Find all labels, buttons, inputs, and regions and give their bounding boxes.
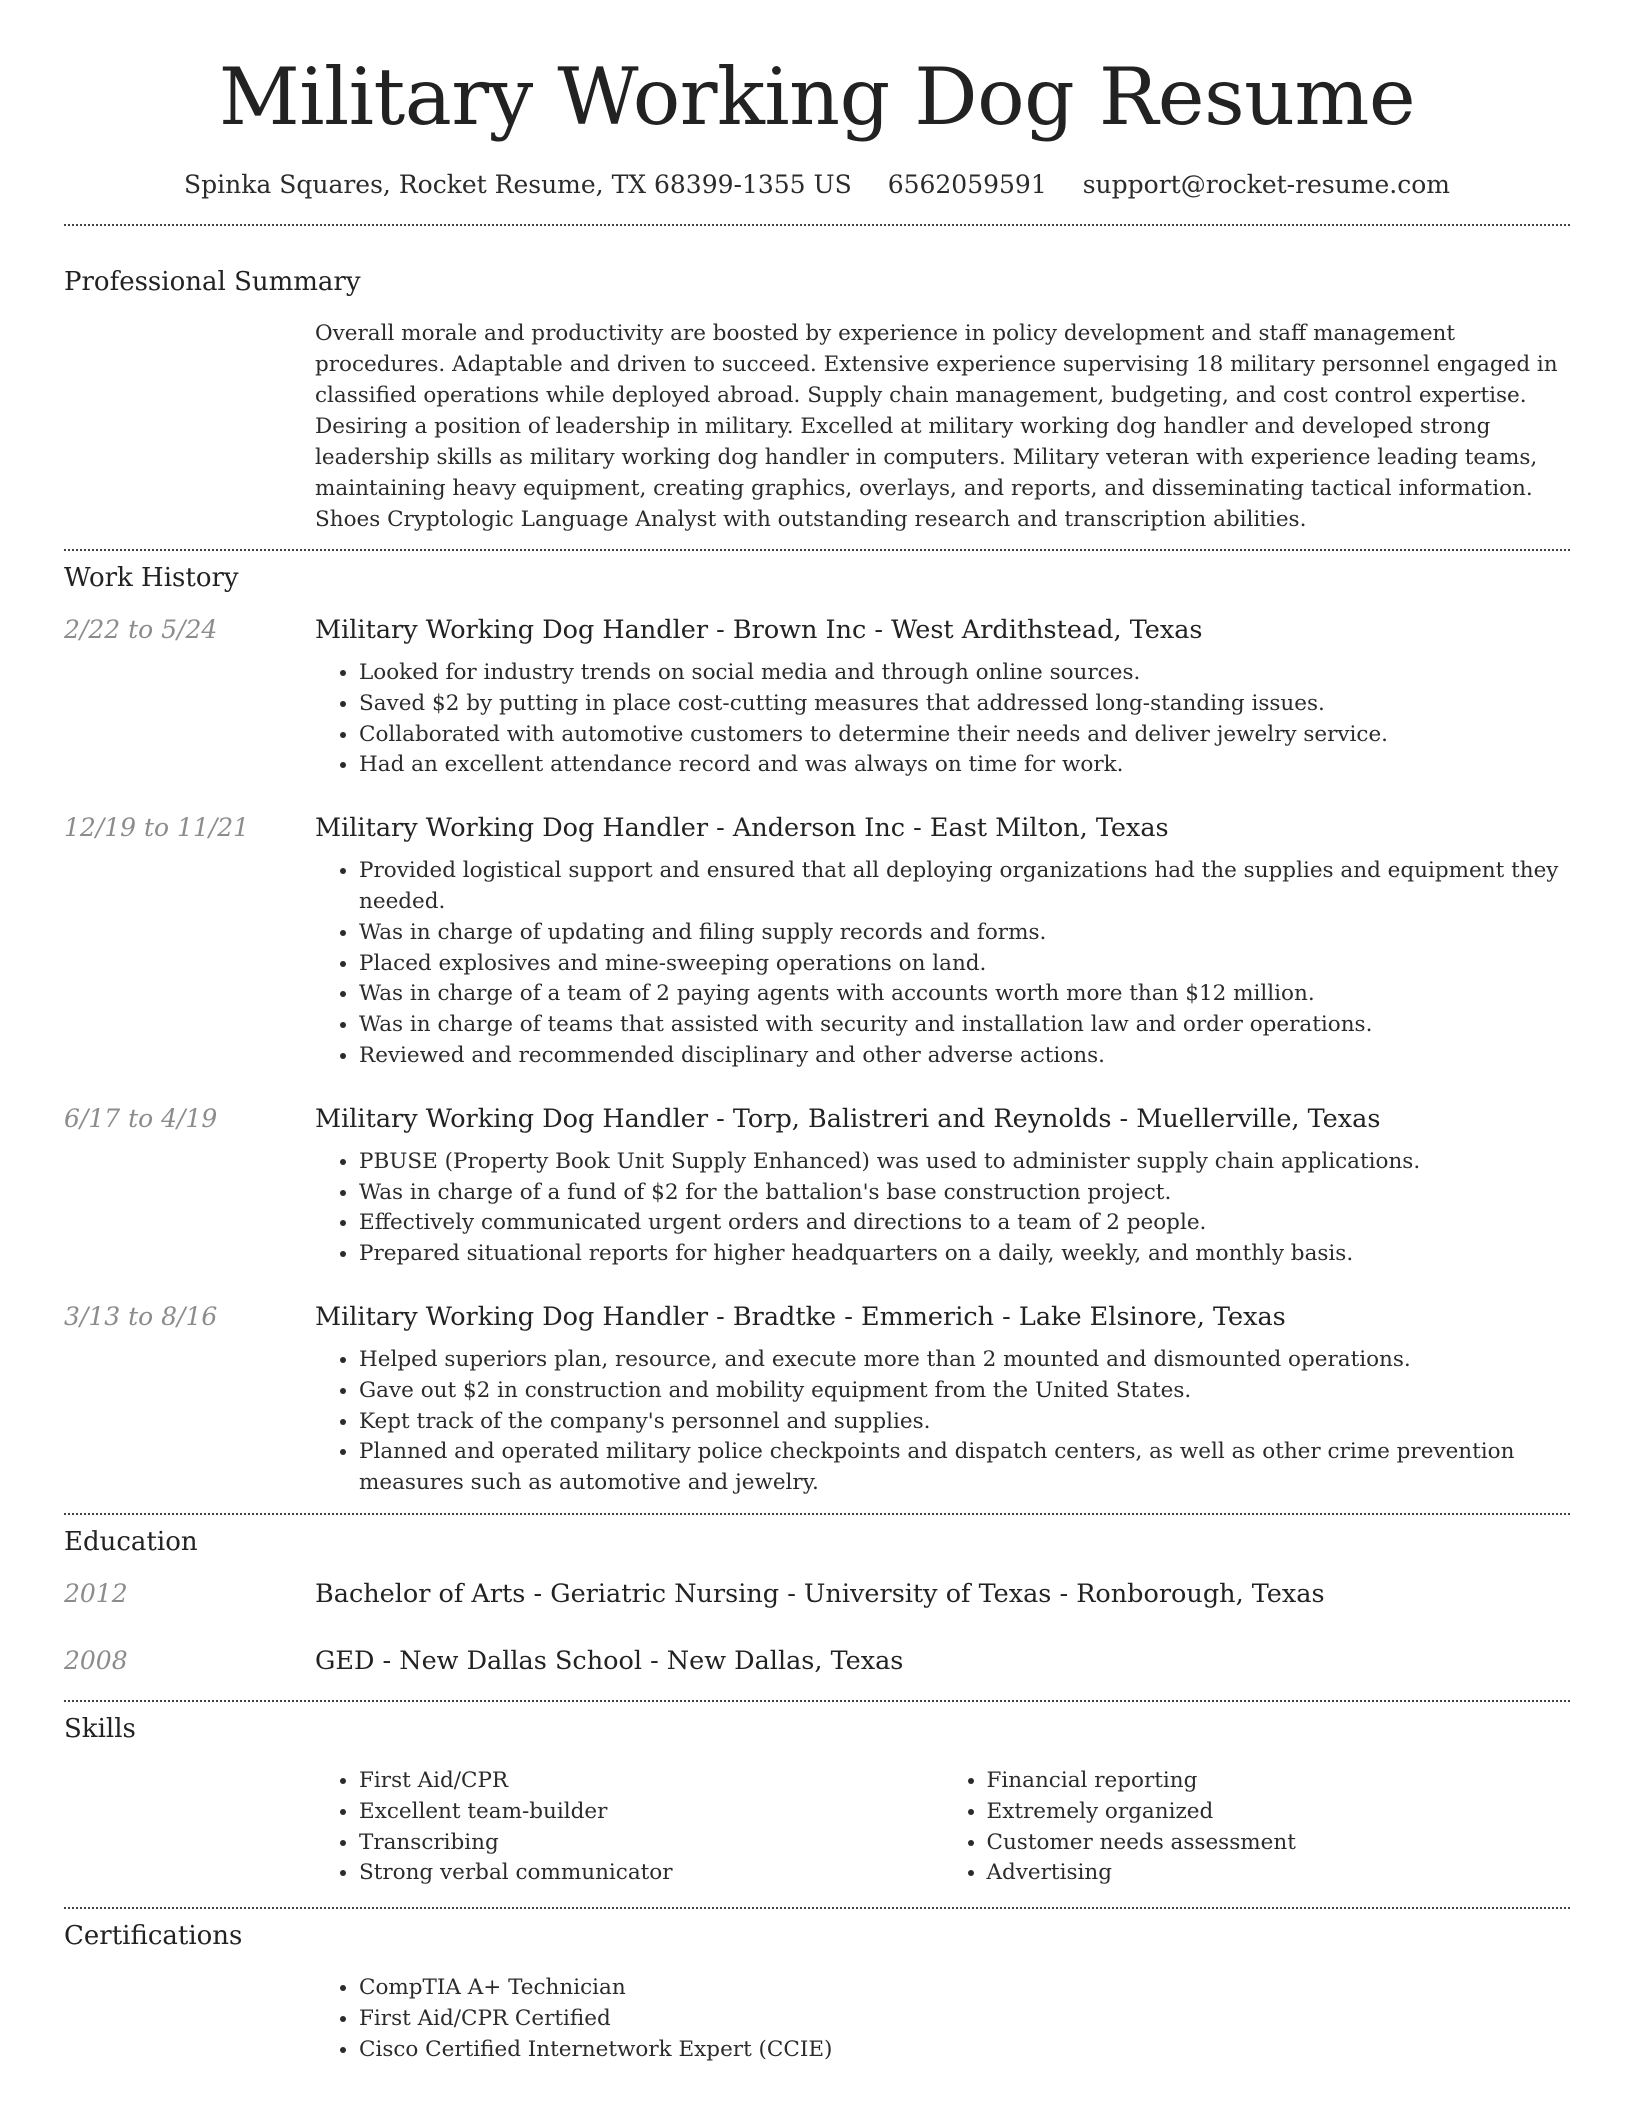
work-bullets — [315, 856, 1570, 1072]
list-item: • Was in charge of updating and filing supply records and forms. — [359, 918, 1570, 949]
list-item: • Helped superiors plan, resource, and execute more than 2 mounted and dismounted operations. — [359, 1345, 1570, 1376]
list-item: • Placed explosives and mine-sweeping operations on land. — [359, 949, 1570, 980]
summary-text: Overall morale and productivity are boosted by experience in policy development and staff management procedures. Adaptable and driven to succeed. Extensive experience supervising 18 military personnel engaged in classified operations while deployed abroad. Supply chain management, budgeting, and cost control expertise. Desiring a position of leadership in military. Excelled at military working dog handler and developed strong leadership skills as military working dog handler in computers. Military veteran with experience leading teams, maintaining heavy equipment, creating graphics, overlays, and reports, and disseminating tactical information. Shoes Cryptologic Language Analyst with outstanding research and transcription abilities. — [315, 321, 1558, 532]
education-entry — [64, 1646, 1570, 1682]
list-item: • Had an excellent attendance record and was always on time for work. — [359, 750, 1570, 781]
section-title-certifications: Certifications — [64, 1921, 243, 1952]
divider — [64, 1907, 1570, 1909]
list-item: • Provided logistical support and ensured that all deploying organizations had the supplies and equipment they needed. — [359, 856, 1570, 918]
list-item: • Reviewed and recommended disciplinary and other adverse actions. — [359, 1041, 1570, 1072]
divider — [64, 1513, 1570, 1515]
skills-list — [315, 1766, 1570, 1889]
education-title: GED - New Dallas School - New Dallas, Texas — [315, 1645, 904, 1676]
list-item: • PBUSE (Property Book Unit Supply Enhanced) was used to administer supply chain applications. — [359, 1147, 1570, 1178]
resume-page — [64, 0, 1570, 2066]
education-entry — [64, 1579, 1570, 1615]
education-title: Bachelor of Arts - Geriatric Nursing - University of Texas - Ronborough, Texas — [315, 1578, 1325, 1609]
divider — [64, 1700, 1570, 1702]
list-item: • Gave out $2 in construction and mobility equipment from the United States. — [359, 1376, 1570, 1407]
list-item: • Was in charge of a fund of $2 for the battalion's base construction project. — [359, 1178, 1570, 1209]
contact-phone: 6562059591 — [887, 170, 1047, 199]
list-item: • Was in charge of teams that assisted with security and installation law and order operations. — [359, 1010, 1570, 1041]
list-item: • First Aid/CPR — [359, 1766, 943, 1797]
work-entry — [64, 1302, 1570, 1499]
contact-email: support@rocket-resume.com — [1082, 170, 1451, 199]
work-title: Military Working Dog Handler - Brown Inc - West Ardithstead, Texas — [315, 615, 1203, 645]
list-item: • Kept track of the company's personnel and supplies. — [359, 1407, 1570, 1438]
work-bullets — [315, 1147, 1570, 1270]
divider — [64, 224, 1570, 226]
work-entry — [64, 1104, 1570, 1270]
list-item: • Customer needs assessment — [987, 1828, 1571, 1859]
work-date: 2/22 to 5/24 — [64, 615, 218, 644]
work-date: 6/17 to 4/19 — [64, 1103, 218, 1133]
work-title: Military Working Dog Handler - Torp, Balistreri and Reynolds - Muellerville, Texas — [315, 1103, 1381, 1134]
certifications-list — [315, 1973, 1570, 2065]
work-title: Military Working Dog Handler - Bradtke - Emmerich - Lake Elsinore, Texas — [315, 1301, 1286, 1332]
list-item: • Saved $2 by putting in place cost-cutting measures that addressed long-standing issues. — [359, 689, 1570, 720]
section-title-skills: Skills — [64, 1713, 136, 1744]
list-item: • Planned and operated military police checkpoints and dispatch centers, as well as other crime prevention measures such as automotive and jewelry. — [359, 1437, 1570, 1499]
work-title: Military Working Dog Handler - Anderson Inc - East Milton, Texas — [315, 813, 1169, 844]
work-entry — [64, 615, 1570, 781]
section-title-summary: Professional Summary — [64, 267, 361, 297]
work-bullets — [315, 658, 1570, 781]
list-item: • Cisco Certified Internetwork Expert (CCIE) — [359, 2035, 1570, 2066]
contact-address: Spinka Squares, Rocket Resume, TX 68399-1355 US — [183, 170, 852, 199]
list-item: • Looked for industry trends on social media and through online sources. — [359, 658, 1570, 689]
section-title-education: Education — [64, 1526, 198, 1557]
contact-line — [64, 170, 1570, 199]
list-item: • Collaborated with automotive customers to determine their needs and deliver jewelry service. — [359, 720, 1570, 751]
resume-title: Military Working Dog Resume — [218, 51, 1416, 143]
work-entry — [64, 813, 1570, 1072]
list-item: • Prepared situational reports for higher headquarters on a daily, weekly, and monthly basis. — [359, 1239, 1570, 1270]
section-title-work: Work History — [64, 563, 239, 593]
education-date: 2008 — [64, 1645, 128, 1675]
skills-column-right — [943, 1766, 1571, 1889]
list-item: • CompTIA A+ Technician — [359, 1973, 1570, 2004]
list-item: • Transcribing — [359, 1828, 943, 1859]
divider — [64, 549, 1570, 551]
list-item: • Strong verbal communicator — [359, 1858, 943, 1889]
work-date: 12/19 to 11/21 — [64, 813, 250, 843]
work-bullets — [315, 1345, 1570, 1499]
list-item: • Advertising — [987, 1858, 1571, 1889]
list-item: • First Aid/CPR Certified — [359, 2004, 1570, 2035]
work-date: 3/13 to 8/16 — [64, 1301, 218, 1331]
list-item: • Financial reporting — [987, 1766, 1571, 1797]
list-item: • Excellent team-builder — [359, 1797, 943, 1828]
skills-column-left — [315, 1766, 943, 1889]
list-item: • Effectively communicated urgent orders and directions to a team of 2 people. — [359, 1208, 1570, 1239]
education-date: 2012 — [64, 1578, 128, 1608]
list-item: • Was in charge of a team of 2 paying agents with accounts worth more than $12 million. — [359, 979, 1570, 1010]
list-item: • Extremely organized — [987, 1797, 1571, 1828]
